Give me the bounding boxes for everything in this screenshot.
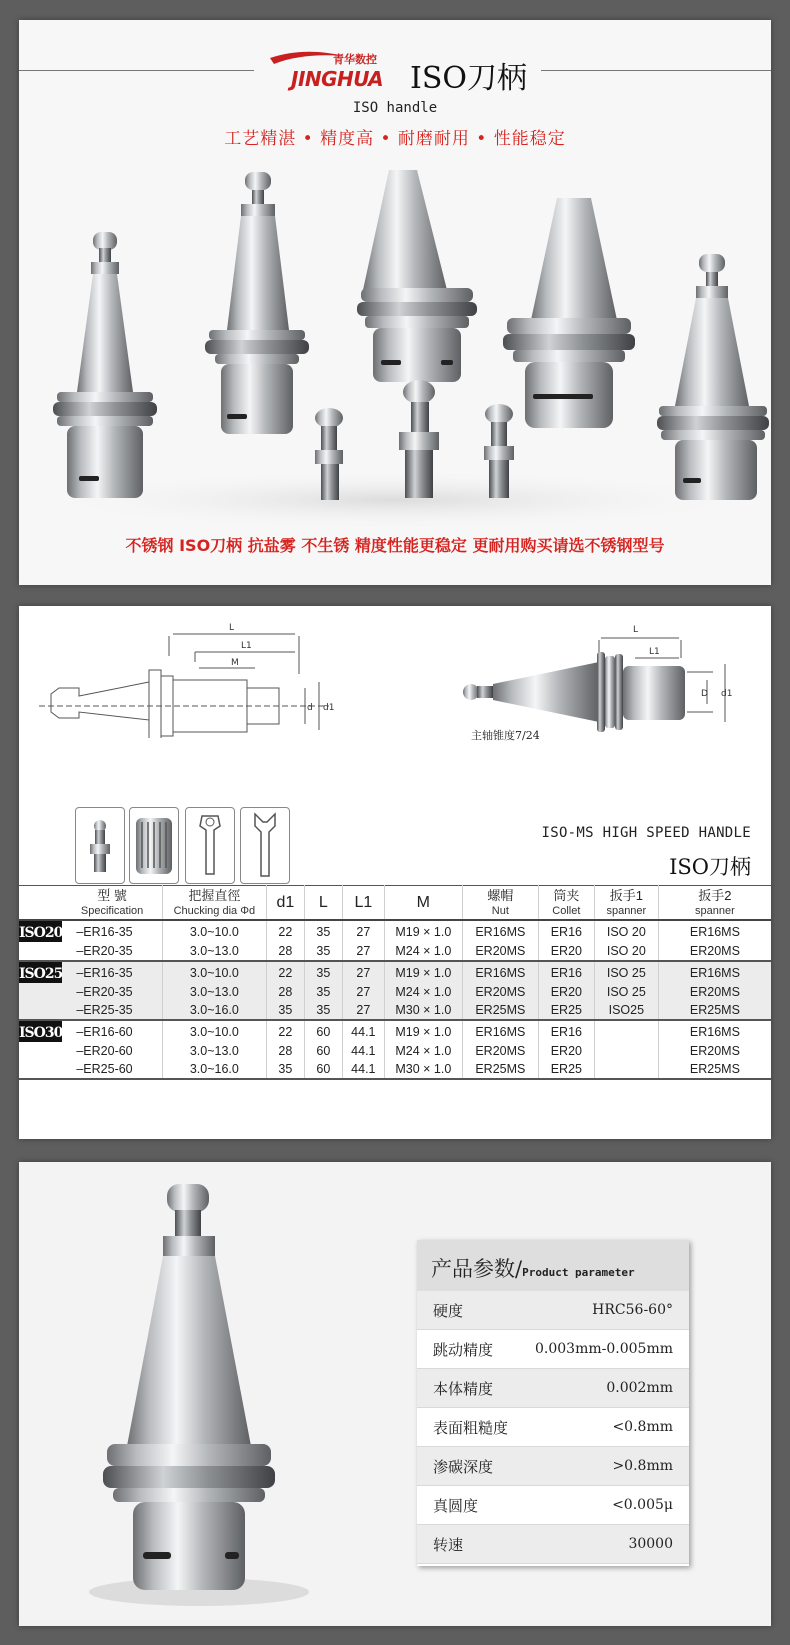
taper-note: 主轴锥度7/24: [471, 729, 540, 742]
parameter-card-header: [417, 1240, 689, 1291]
table-cell: 3.0~10.0: [162, 920, 266, 942]
table-cell: 35: [266, 1060, 304, 1079]
table-row: [19, 961, 771, 983]
table-cell: ER20MS: [658, 942, 771, 961]
table-cell: ER16: [538, 1020, 594, 1042]
header-rule-right: [541, 70, 771, 71]
technical-drawing-right: [449, 618, 739, 738]
table-cell: 22: [266, 1020, 304, 1042]
parameter-row: [417, 1291, 689, 1330]
parameter-value: 0.002mm: [606, 1380, 673, 1396]
table-cell: ER20MS: [462, 942, 538, 961]
table-cell: 44.1: [342, 1042, 384, 1060]
table-cell: ER20: [538, 1042, 594, 1060]
table-cell: 27: [342, 942, 384, 961]
table-cell: ISO25: [594, 1001, 658, 1020]
table-cell: 35: [304, 942, 342, 961]
parameter-value: >0.8mm: [612, 1458, 673, 1474]
parameter-name: 渗碳深度: [433, 1457, 494, 1476]
series-text: ISO30: [19, 1025, 63, 1041]
table-cell: 3.0~13.0: [162, 942, 266, 961]
col-spec-en: Specification: [80, 905, 144, 917]
dim-L-label-right: L: [633, 625, 639, 635]
table-cell: ER25MS: [658, 1060, 771, 1079]
spanner-1-icon: [185, 807, 235, 884]
table-cell: ER16MS: [689, 924, 740, 939]
parameter-row: [417, 1525, 689, 1564]
table-cell: 28: [266, 942, 304, 961]
table-cell: [594, 1060, 658, 1079]
series-text: ISO20: [19, 925, 63, 941]
parameter-title-en: Product parameter: [522, 1266, 635, 1279]
table-cell: ER16: [538, 920, 594, 942]
tool-holder-3: [357, 170, 477, 382]
table-cell: 35: [304, 1001, 342, 1020]
high-speed-handle-title: ISO-MS HIGH SPEED HANDLE: [541, 825, 751, 841]
spanner-2-icon: [240, 807, 290, 884]
table-cell: ER16MS: [658, 961, 771, 983]
dim-L-label: L: [229, 623, 235, 633]
table-cell: ISO 20: [594, 920, 658, 942]
parameter-name: 转速: [433, 1535, 464, 1554]
table-cell: –ER20-35: [62, 983, 162, 1001]
table-cell: M30 × 1.0: [384, 1060, 462, 1079]
parameter-value: HRC56-60°: [592, 1302, 673, 1318]
table-cell: –ER16-35: [62, 920, 162, 942]
dim-D-label: D: [701, 689, 708, 699]
table-cell: M19 × 1.0: [384, 961, 462, 983]
series-text: ISO25: [19, 966, 63, 982]
tool-holder-2: [205, 172, 309, 434]
table-cell: 22: [266, 920, 304, 942]
table-cell: ER20MS: [462, 1042, 538, 1060]
table-cell: –ER20-60: [62, 1042, 162, 1060]
series-label: [19, 920, 62, 942]
dim-d1-label-right: d1: [721, 689, 733, 699]
table-cell: 35: [304, 961, 342, 983]
table-cell: 3.0~16.0: [162, 1060, 266, 1079]
table-cell: –ER16-35: [62, 961, 162, 983]
dim-M-label: M: [231, 658, 239, 668]
table-row: [19, 942, 771, 961]
series-label: [19, 961, 62, 983]
col-dia-cn: 把握直徑: [188, 888, 241, 903]
table-cell: ISO 25: [594, 961, 658, 983]
table-cell: 3.0~13.0: [162, 983, 266, 1001]
slogan: 工艺精湛 • 精度高 • 耐磨耐用 • 性能稳定: [224, 129, 566, 149]
col-spanner2-cn: 扳手2: [698, 888, 732, 903]
col-nut-en: Nut: [491, 905, 509, 917]
table-cell: M24 × 1.0: [384, 1042, 462, 1060]
pull-stud-2: [399, 380, 439, 498]
parameter-row: [417, 1408, 689, 1447]
table-cell: ER20: [538, 983, 594, 1001]
col-collet-cn: 筒夹: [553, 888, 580, 903]
table-cell: –ER16-60: [62, 1020, 162, 1042]
parameter-name: 真圆度: [433, 1496, 479, 1515]
table-cell: 44.1: [342, 1020, 384, 1042]
parameter-value: 30000: [628, 1536, 673, 1552]
parameter-title-cn: 产品参数/: [431, 1257, 523, 1281]
table-cell: 35: [304, 983, 342, 1001]
product-photo-group: [19, 170, 771, 530]
series-gap: [19, 942, 62, 961]
header-rule-left: [19, 70, 254, 71]
col-spanner1-cn: 扳手1: [609, 888, 643, 903]
table-cell: ER20MS: [462, 983, 538, 1001]
table-cell: ER20MS: [658, 983, 771, 1001]
table-cell: ER20MS: [689, 1044, 740, 1058]
parameter-value: <0.005μ: [612, 1497, 673, 1513]
table-cell: 44.1: [342, 1060, 384, 1079]
table-cell: 27: [342, 920, 384, 942]
table-cell: ER25: [538, 1001, 594, 1020]
table-cell: 22: [266, 961, 304, 983]
table-cell: M24 × 1.0: [384, 942, 462, 961]
table-cell: 35: [304, 920, 342, 942]
table-cell: ER25MS: [462, 1060, 538, 1079]
page-subtitle: ISO handle: [352, 100, 438, 116]
table-cell: –ER20-35: [62, 942, 162, 961]
stainless-note: 不锈钢 ISO刀柄 抗盐雾 不生锈 精度性能更稳定 更耐用购买请选不锈钢型号: [125, 536, 665, 555]
parameter-name: 表面粗糙度: [433, 1418, 509, 1437]
series-gap: [19, 1060, 62, 1079]
table-row: [19, 920, 771, 942]
table-cell: ER25: [538, 1060, 594, 1079]
dim-L1-label: L1: [241, 641, 252, 651]
logo-cn-text: 青华数控: [333, 53, 377, 66]
table-row: [19, 1060, 771, 1079]
tool-holder-4: [503, 198, 635, 428]
table-cell: 3.0~16.0: [162, 1001, 266, 1020]
tool-holder-1: [53, 232, 157, 498]
table-cell: ISO 20: [594, 942, 658, 961]
table-cell: M19 × 1.0: [384, 1020, 462, 1042]
table-cell: 3.0~13.0: [162, 1042, 266, 1060]
dim-d-label: d: [307, 703, 313, 713]
col-L: L: [304, 886, 342, 921]
series-gap: [19, 1042, 62, 1060]
series-label: [19, 1020, 62, 1042]
parameter-row: [417, 1486, 689, 1525]
large-tool-holder-photo: [79, 1182, 319, 1612]
table-cell: 60: [304, 1042, 342, 1060]
table-cell: ER25MS: [462, 1001, 538, 1020]
table-cell: 28: [266, 983, 304, 1001]
table-cell: ER16MS: [689, 1024, 740, 1039]
col-spec-cn: 型 號: [97, 888, 127, 903]
table-cell: M30 × 1.0: [384, 1001, 462, 1020]
table-cell: 3.0~10.0: [162, 961, 266, 983]
table-cell: 27: [342, 983, 384, 1001]
table-cell: –ER25-35: [62, 1001, 162, 1020]
col-collet-en: Collet: [552, 905, 581, 917]
product-banner-panel: [19, 20, 771, 585]
table-cell: ER25MS: [658, 1001, 771, 1020]
table-cell: ER16: [538, 961, 594, 983]
parameter-name: 硬度: [433, 1301, 464, 1320]
table-cell: ISO 25: [594, 983, 658, 1001]
col-d1: d1: [266, 886, 304, 921]
parameter-panel: [19, 1162, 771, 1626]
col-nut-cn: 螺帽: [487, 888, 514, 903]
table-cell: 3.0~10.0: [162, 1020, 266, 1042]
series-gap: [19, 983, 62, 1001]
parameter-list: [417, 1291, 689, 1564]
dim-L1-label-right: L1: [649, 647, 660, 657]
table-cell: ER16MS: [462, 920, 538, 942]
col-spanner1-en: spanner: [606, 905, 647, 917]
table-header-row: [19, 886, 771, 921]
series-gap: [19, 1001, 62, 1020]
table-cell: [594, 1020, 658, 1042]
spec-table: [19, 885, 771, 1080]
col-spanner2-en: spanner: [695, 905, 735, 917]
parameter-row: [417, 1369, 689, 1408]
parameter-row: [417, 1447, 689, 1486]
parameter-name: 本体精度: [433, 1379, 494, 1398]
spec-panel: [19, 606, 771, 1139]
table-row: [19, 1001, 771, 1020]
col-L1: L1: [342, 886, 384, 921]
table-cell: 60: [304, 1060, 342, 1079]
table-cell: 27: [342, 961, 384, 983]
table-cell: 60: [304, 1020, 342, 1042]
parameter-value: 0.003mm-0.005mm: [535, 1341, 673, 1357]
table-row: [19, 983, 771, 1001]
table-cell: ER20: [538, 942, 594, 961]
table-cell: ER16MS: [462, 961, 538, 983]
table-cell: M24 × 1.0: [384, 983, 462, 1001]
table-cell: –ER25-60: [62, 1060, 162, 1079]
pull-stud-icon: [75, 807, 125, 884]
parameter-value: <0.8mm: [612, 1419, 673, 1435]
tool-holder-5: [657, 254, 769, 500]
col-M: M: [384, 886, 462, 921]
technical-drawing-left: [29, 618, 349, 738]
dim-d1-label: d1: [323, 703, 335, 713]
table-row: [19, 1042, 771, 1060]
table-cell: 27: [342, 1001, 384, 1020]
table-cell: 35: [266, 1001, 304, 1020]
page-title: ISO刀柄: [410, 61, 527, 96]
table-row: [19, 1020, 771, 1042]
parameter-row: [417, 1330, 689, 1369]
parameter-name: 跳动精度: [433, 1340, 494, 1359]
table-cell: M19 × 1.0: [384, 920, 462, 942]
collet-icon: [129, 807, 179, 884]
table-cell: 28: [266, 1042, 304, 1060]
iso-handle-title: ISO刀柄: [669, 855, 751, 879]
product-parameter-card: [417, 1240, 689, 1566]
logo-en-text: JINGHUA: [291, 67, 384, 91]
table-cell: ER16MS: [462, 1020, 538, 1042]
col-dia-en: Chucking dia Φd: [173, 905, 256, 917]
table-cell: [594, 1042, 658, 1060]
